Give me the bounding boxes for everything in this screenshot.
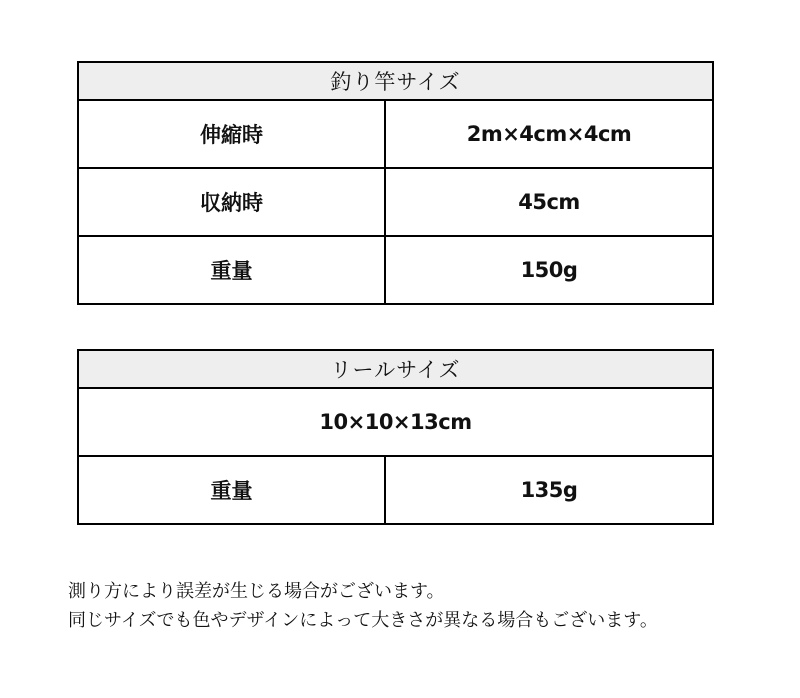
row-value-weight: 150g (385, 236, 713, 304)
row-label-stored: 収納時 (78, 168, 385, 236)
reel-dimensions: 10×10×13cm (78, 388, 713, 456)
reel-size-table (77, 349, 714, 525)
note-measurement-error: 測り方により誤差が生じる場合がございます。 (68, 581, 445, 602)
table-row (78, 168, 713, 236)
rod-size-title: 釣り竿サイズ (78, 62, 713, 100)
reel-weight-value: 135g (385, 456, 713, 524)
row-label-weight: 重量 (78, 236, 385, 304)
table-row (78, 236, 713, 304)
row-value-extended: 2m×4cm×4cm (385, 100, 713, 168)
reel-size-title: リールサイズ (78, 350, 713, 388)
row-value-stored: 45cm (385, 168, 713, 236)
reel-weight-label: 重量 (78, 456, 385, 524)
table-row (78, 456, 713, 524)
row-label-extended: 伸縮時 (78, 100, 385, 168)
rod-size-header-row (78, 62, 713, 100)
measurement-notes (68, 577, 658, 635)
note-size-variation: 同じサイズでも色やデザインによって大きさが異なる場合もございます。 (68, 610, 658, 631)
table-row (78, 388, 713, 456)
rod-size-table (77, 61, 714, 305)
reel-size-header-row (78, 350, 713, 388)
table-row (78, 100, 713, 168)
